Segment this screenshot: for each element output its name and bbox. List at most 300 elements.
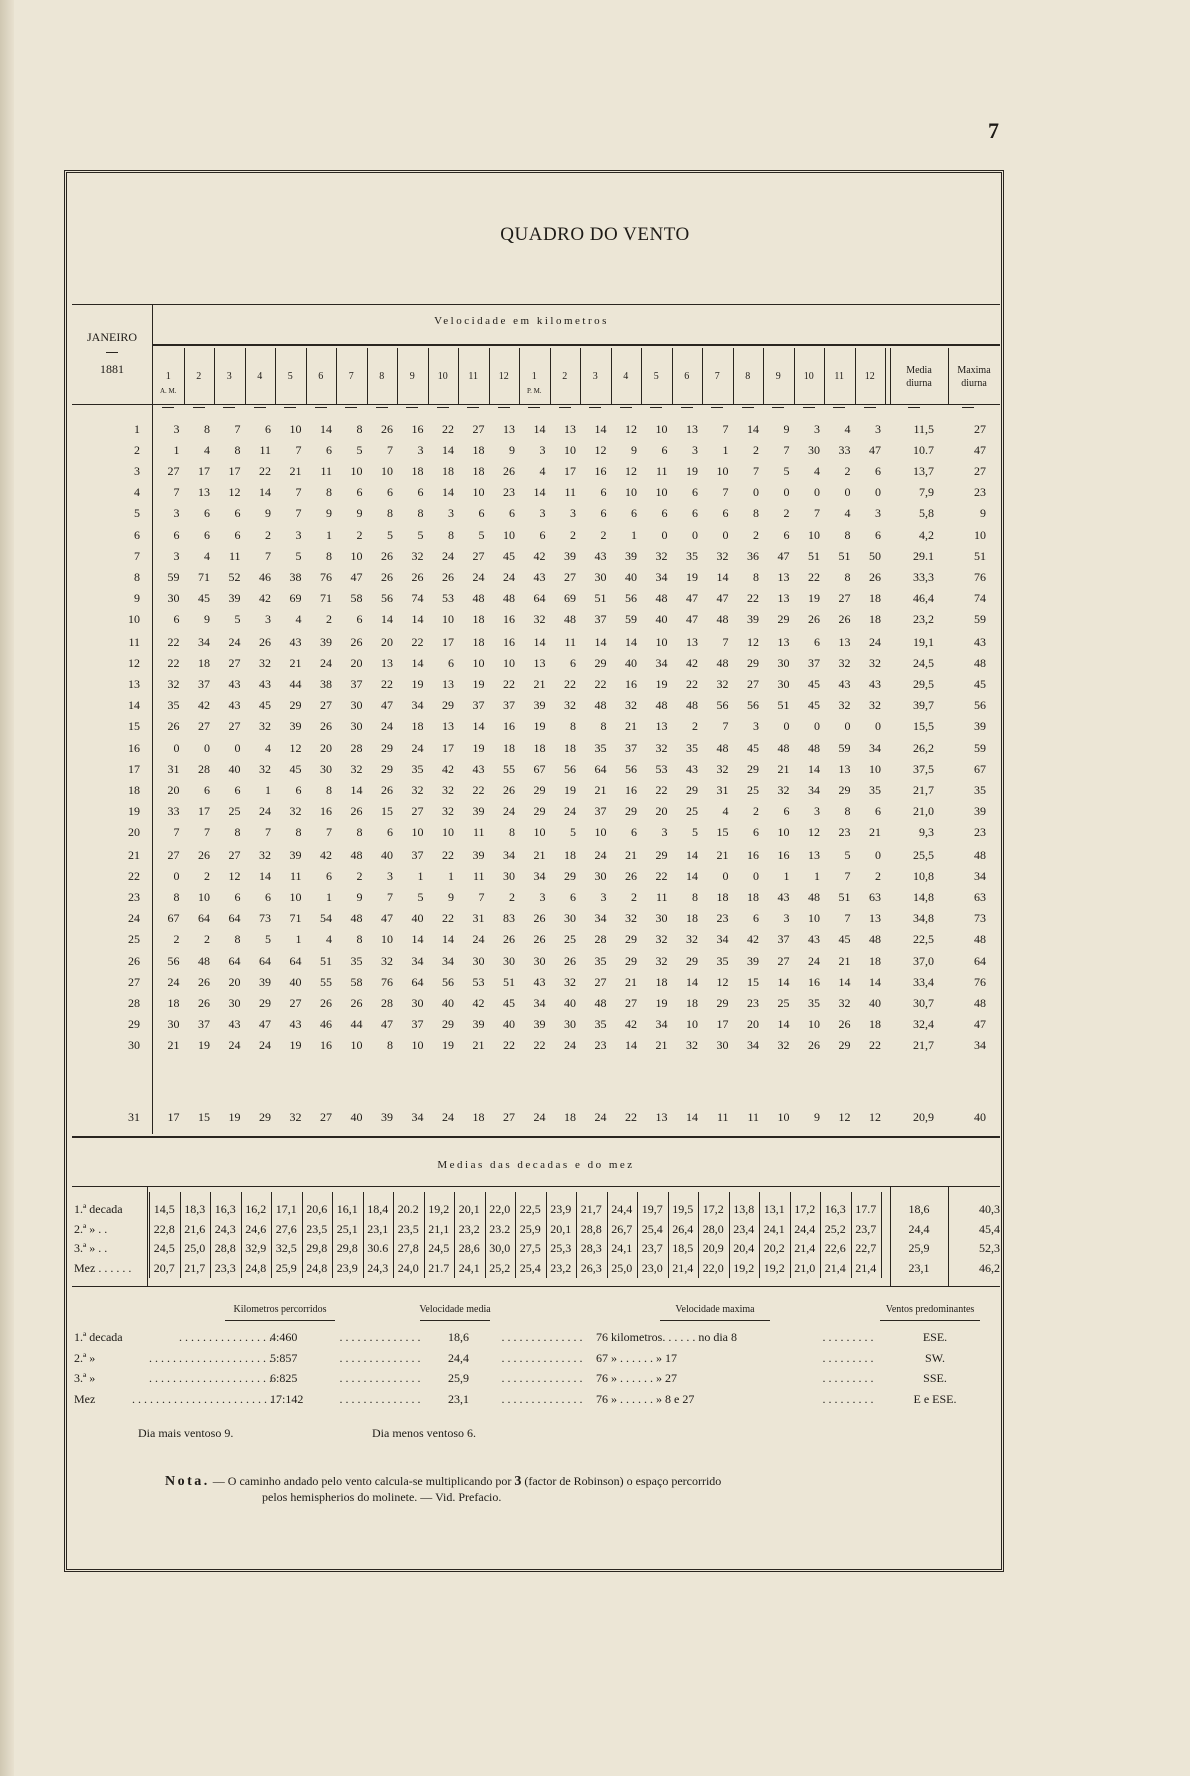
decade-average-cell: 23,0 bbox=[641, 1260, 663, 1275]
media-diurna-cell: 34,8 bbox=[913, 911, 934, 926]
hourly-velocity-cell: 13 bbox=[686, 422, 698, 436]
hourly-velocity-cell: 6 bbox=[295, 782, 302, 797]
hourly-velocity-cell: 29 bbox=[381, 740, 393, 755]
decade-average-cell: 19,5 bbox=[672, 1202, 694, 1216]
hourly-velocity-cell: 29 bbox=[289, 698, 302, 713]
hourly-velocity-cell: 3 bbox=[875, 422, 881, 436]
hourly-velocity-cell: 13 bbox=[777, 635, 790, 649]
hourly-velocity-cell: 22 bbox=[533, 1037, 546, 1052]
header-dash-mark bbox=[467, 407, 479, 408]
hourly-velocity-cell: 24 bbox=[869, 635, 881, 649]
decade-average-cell: 25,0 bbox=[611, 1260, 633, 1275]
media-diurna-cell: 13,7 bbox=[913, 464, 934, 479]
hourly-velocity-cell: 24 bbox=[228, 1037, 241, 1052]
hourly-velocity-cell: 11 bbox=[320, 464, 332, 479]
hourly-velocity-cell: 19 bbox=[655, 677, 668, 692]
decade-average-cell: 17,2 bbox=[794, 1202, 816, 1216]
decade-average-cell: 28,8 bbox=[214, 1241, 236, 1255]
hourly-velocity-cell: 26 bbox=[381, 782, 393, 797]
hourly-velocity-cell: 16 bbox=[320, 803, 332, 818]
hourly-velocity-cell: 16 bbox=[808, 974, 820, 989]
hourly-velocity-cell: 6 bbox=[631, 824, 637, 839]
hourly-velocity-cell: 24 bbox=[533, 1110, 546, 1124]
hourly-velocity-cell: 4 bbox=[265, 740, 271, 755]
medias-section-title: Medias das decadas e do mez bbox=[437, 1159, 635, 1171]
hourly-velocity-cell: 56 bbox=[716, 698, 729, 713]
decade-average-cell: 17,2 bbox=[702, 1202, 724, 1216]
nota-factor: 3 bbox=[514, 1474, 522, 1489]
hourly-velocity-cell: 8 bbox=[417, 506, 424, 521]
media-diurna-cell: 39,7 bbox=[913, 698, 934, 713]
hourly-velocity-cell: 18 bbox=[442, 464, 454, 479]
hourly-velocity-cell: 32 bbox=[381, 953, 393, 968]
decade-average-cell: 13,8 bbox=[733, 1202, 755, 1216]
hourly-velocity-cell: 10 bbox=[442, 611, 454, 626]
hourly-velocity-cell: 3 bbox=[265, 611, 271, 626]
hourly-velocity-cell: 39 bbox=[747, 611, 759, 626]
hourly-velocity-cell: 8 bbox=[570, 719, 576, 734]
hourly-velocity-cell: 35 bbox=[350, 953, 363, 968]
hourly-velocity-cell: 17 bbox=[442, 635, 454, 649]
hourly-velocity-cell: 8 bbox=[295, 824, 302, 839]
decade-average-cell: 27,8 bbox=[397, 1241, 419, 1255]
leader-dots: . . . . . . . . . . . . . . bbox=[339, 1391, 421, 1406]
hourly-velocity-cell: 48 bbox=[198, 953, 210, 968]
maxima-diurna-cell: 59 bbox=[974, 740, 986, 755]
hourly-velocity-cell: 10 bbox=[350, 1037, 363, 1052]
maxima-diurna-cell: 67 bbox=[974, 761, 986, 776]
hourly-velocity-cell: 3 bbox=[570, 506, 576, 521]
hourly-velocity-cell: 40 bbox=[289, 974, 302, 989]
decade-average-cell: 22,8 bbox=[153, 1221, 175, 1236]
decade-average-cell: 26,7 bbox=[611, 1221, 633, 1236]
hourly-velocity-cell: 10 bbox=[777, 824, 790, 839]
hourly-velocity-cell: 1 bbox=[295, 932, 302, 947]
day-number: 19 bbox=[128, 803, 140, 818]
hourly-velocity-cell: 35 bbox=[411, 761, 424, 776]
hourly-velocity-cell: 13 bbox=[442, 719, 454, 734]
hourly-velocity-cell: 32 bbox=[564, 974, 576, 989]
hourly-velocity-cell: 74 bbox=[411, 590, 424, 605]
hourly-velocity-cell: 6 bbox=[753, 824, 759, 839]
media-diurna-cell: 22,5 bbox=[913, 932, 934, 947]
hourly-velocity-cell: 51 bbox=[808, 548, 820, 563]
hourly-velocity-cell: 10 bbox=[655, 635, 668, 649]
media-diurna-cell: 29.1 bbox=[913, 548, 934, 563]
hourly-velocity-cell: 34 bbox=[747, 1037, 759, 1052]
decade-average-cell: 30,0 bbox=[489, 1241, 511, 1255]
hourly-velocity-cell: 42 bbox=[625, 1016, 637, 1031]
hourly-velocity-cell: 14 bbox=[716, 569, 729, 584]
decade-average-cell: 19,2 bbox=[763, 1260, 785, 1275]
day-number: 16 bbox=[128, 740, 140, 755]
hourly-velocity-cell: 10 bbox=[777, 1110, 790, 1124]
hourly-velocity-cell: 47 bbox=[869, 443, 881, 458]
hourly-velocity-cell: 2 bbox=[356, 869, 363, 884]
maxima-diurna-cell: 39 bbox=[974, 803, 986, 818]
hourly-velocity-cell: 48 bbox=[472, 590, 485, 605]
media-diurna-cell: 19,1 bbox=[913, 635, 934, 649]
hourly-velocity-cell: 27 bbox=[320, 698, 332, 713]
hourly-velocity-cell: 30 bbox=[777, 656, 790, 671]
hourly-velocity-cell: 59 bbox=[625, 611, 637, 626]
hourly-velocity-cell: 14 bbox=[411, 932, 424, 947]
hourly-velocity-cell: 6 bbox=[387, 824, 393, 839]
hourly-velocity-cell: 32 bbox=[350, 761, 363, 776]
hourly-velocity-cell: 12 bbox=[808, 824, 820, 839]
hourly-velocity-cell: 14 bbox=[594, 422, 607, 436]
hourly-velocity-cell: 22 bbox=[625, 1110, 637, 1124]
hourly-velocity-cell: 26 bbox=[320, 995, 332, 1010]
hourly-velocity-cell: 18 bbox=[686, 995, 698, 1010]
hourly-velocity-cell: 42 bbox=[747, 932, 759, 947]
hourly-velocity-cell: 21 bbox=[777, 761, 790, 776]
hourly-velocity-cell: 32 bbox=[533, 611, 546, 626]
hourly-velocity-cell: 10 bbox=[625, 485, 637, 500]
hourly-velocity-cell: 30 bbox=[808, 443, 820, 458]
decade-average-cell: 23,3 bbox=[214, 1260, 236, 1275]
decade-average-cell: 20,1 bbox=[550, 1221, 572, 1236]
hourly-velocity-cell: 26 bbox=[503, 464, 515, 479]
hourly-velocity-cell: 7 bbox=[173, 485, 180, 500]
hourly-velocity-cell: 21 bbox=[625, 974, 637, 989]
hourly-velocity-cell: 12 bbox=[838, 1110, 851, 1124]
day-number: 13 bbox=[128, 677, 140, 692]
hourly-velocity-cell: 39 bbox=[533, 1016, 546, 1031]
hourly-velocity-cell: 10 bbox=[350, 548, 363, 563]
hourly-velocity-cell: 28 bbox=[594, 932, 607, 947]
hourly-velocity-cell: 34 bbox=[716, 932, 729, 947]
decade-average-cell: 24,3 bbox=[214, 1221, 236, 1236]
hourly-velocity-cell: 27 bbox=[838, 590, 851, 605]
hourly-velocity-cell: 48 bbox=[594, 995, 607, 1010]
hourly-velocity-cell: 11 bbox=[564, 485, 576, 500]
hourly-velocity-cell: 24 bbox=[594, 1110, 607, 1124]
hour-header: 11 bbox=[468, 371, 479, 382]
hourly-velocity-cell: 53 bbox=[472, 974, 485, 989]
hourly-velocity-cell: 34 bbox=[655, 656, 668, 671]
hourly-velocity-cell: 42 bbox=[533, 548, 546, 563]
hourly-velocity-cell: 7 bbox=[387, 443, 393, 458]
hourly-velocity-cell: 10 bbox=[198, 890, 210, 905]
media-diurna-cell: 29,5 bbox=[913, 677, 934, 692]
hourly-velocity-cell: 26 bbox=[503, 932, 515, 947]
hourly-velocity-cell: 26 bbox=[564, 953, 576, 968]
daily-block-end-rule bbox=[72, 1136, 1000, 1138]
hourly-velocity-cell: 48 bbox=[655, 590, 668, 605]
hourly-velocity-cell: 19 bbox=[289, 1037, 302, 1052]
hourly-velocity-cell: 6 bbox=[204, 506, 210, 521]
decade-average-cell: 25,4 bbox=[519, 1260, 541, 1275]
hourly-velocity-cell: 73 bbox=[259, 911, 271, 926]
hourly-velocity-cell: 18 bbox=[198, 656, 210, 671]
hourly-velocity-cell: 7 bbox=[753, 464, 759, 479]
hourly-velocity-cell: 27 bbox=[747, 677, 759, 692]
hourly-velocity-cell: 43 bbox=[228, 677, 241, 692]
hourly-velocity-cell: 45 bbox=[198, 590, 210, 605]
hourly-velocity-cell: 14 bbox=[442, 485, 454, 500]
hourly-velocity-cell: 21 bbox=[869, 824, 881, 839]
hourly-velocity-cell: 26 bbox=[381, 422, 393, 436]
hourly-velocity-cell: 9 bbox=[356, 506, 363, 521]
hourly-velocity-cell: 48 bbox=[350, 848, 363, 862]
media-diurna-cell: 32,4 bbox=[913, 1016, 934, 1031]
decade-average-cell: 18,3 bbox=[184, 1202, 206, 1216]
media-diurna-cell: 37,5 bbox=[913, 761, 934, 776]
media-diurna-cell: 4,2 bbox=[919, 527, 934, 542]
hourly-velocity-cell: 11 bbox=[747, 1110, 759, 1124]
hourly-velocity-cell: 43 bbox=[228, 698, 241, 713]
hourly-velocity-cell: 46 bbox=[320, 1016, 332, 1031]
hourly-velocity-cell: 8 bbox=[844, 803, 851, 818]
summary-header: Velocidade maxima bbox=[675, 1304, 755, 1315]
maxima-diurna-cell: 27 bbox=[974, 464, 986, 479]
leader-dots: . . . . . . . . . . . . . . . . . . . . . bbox=[149, 1371, 272, 1385]
hourly-velocity-cell: 18 bbox=[564, 848, 576, 862]
hourly-velocity-cell: 5 bbox=[692, 824, 698, 839]
hourly-velocity-cell: 35 bbox=[686, 548, 698, 563]
hourly-velocity-cell: 29 bbox=[564, 869, 576, 884]
hourly-velocity-cell: 5 bbox=[417, 527, 424, 542]
hourly-velocity-cell: 18 bbox=[869, 1016, 881, 1031]
header-dash-mark bbox=[559, 407, 571, 408]
decade-average-cell: 18,5 bbox=[672, 1241, 694, 1255]
hourly-velocity-cell: 69 bbox=[289, 590, 302, 605]
decade-media-cell: 24,4 bbox=[908, 1221, 930, 1236]
hourly-velocity-cell: 39 bbox=[472, 848, 485, 862]
header-dash-mark bbox=[376, 407, 388, 408]
hour-header: 9 bbox=[775, 371, 781, 382]
hourly-velocity-cell: 44 bbox=[289, 677, 302, 692]
hourly-velocity-cell: 10 bbox=[686, 1016, 698, 1031]
decade-average-cell: 21,6 bbox=[184, 1221, 206, 1236]
decade-average-cell: 23,5 bbox=[306, 1221, 328, 1236]
hourly-velocity-cell: 21 bbox=[838, 953, 851, 968]
hourly-velocity-cell: 3 bbox=[539, 506, 546, 521]
month-label: JANEIRO bbox=[87, 330, 137, 344]
hourly-velocity-cell: 24 bbox=[228, 635, 241, 649]
hourly-velocity-cell: 9 bbox=[814, 1110, 820, 1124]
hourly-velocity-cell: 19 bbox=[686, 464, 698, 479]
media-diurna-cell: 33,3 bbox=[913, 569, 934, 584]
hourly-velocity-cell: 23 bbox=[594, 1037, 607, 1052]
hourly-velocity-cell: 47 bbox=[686, 590, 698, 605]
hourly-velocity-cell: 10 bbox=[472, 485, 485, 500]
hourly-velocity-cell: 5 bbox=[265, 932, 271, 947]
hourly-velocity-cell: 3 bbox=[814, 803, 820, 818]
hourly-velocity-cell: 6 bbox=[265, 890, 271, 905]
hour-header: 5 bbox=[287, 371, 293, 382]
maxima-diurna-cell: 34 bbox=[974, 1037, 986, 1052]
hourly-velocity-cell: 32 bbox=[655, 953, 668, 968]
media-diurna-cell: 10,8 bbox=[913, 869, 934, 884]
hourly-velocity-cell: 6 bbox=[265, 422, 271, 436]
decade-average-cell: 20,6 bbox=[306, 1202, 328, 1216]
hourly-velocity-cell: 0 bbox=[692, 527, 698, 542]
hour-header: 4 bbox=[623, 371, 629, 382]
hourly-velocity-cell: 6 bbox=[326, 869, 332, 884]
hourly-velocity-cell: 43 bbox=[228, 1016, 241, 1031]
hourly-velocity-cell: 32 bbox=[869, 656, 881, 671]
day-number: 1 bbox=[134, 422, 140, 436]
hourly-velocity-cell: 3 bbox=[417, 443, 424, 458]
hourly-velocity-cell: 10 bbox=[381, 932, 393, 947]
hourly-velocity-cell: 39 bbox=[747, 953, 759, 968]
hourly-velocity-cell: 6 bbox=[661, 443, 668, 458]
hourly-velocity-cell: 64 bbox=[228, 953, 241, 968]
hourly-velocity-cell: 30 bbox=[655, 911, 668, 926]
hourly-velocity-cell: 26 bbox=[167, 719, 180, 734]
hourly-velocity-cell: 32 bbox=[289, 803, 302, 818]
day-number: 22 bbox=[128, 869, 140, 884]
hourly-velocity-cell: 14 bbox=[442, 443, 454, 458]
maxima-diurna-cell: 35 bbox=[974, 782, 986, 797]
hourly-velocity-cell: 27 bbox=[777, 953, 790, 968]
hourly-velocity-cell: 32 bbox=[655, 740, 668, 755]
velocity-header-rule bbox=[153, 344, 1000, 346]
hourly-velocity-cell: 40 bbox=[228, 761, 241, 776]
hourly-velocity-cell: 10 bbox=[411, 1037, 424, 1052]
hourly-velocity-cell: 38 bbox=[289, 569, 302, 584]
hourly-velocity-cell: 5 bbox=[234, 611, 241, 626]
hourly-velocity-cell: 22 bbox=[167, 656, 180, 671]
hourly-velocity-cell: 5 bbox=[570, 824, 576, 839]
header-dash-mark bbox=[620, 407, 632, 408]
dia-menos-ventoso: Dia menos ventoso 6. bbox=[372, 1426, 476, 1440]
hourly-velocity-cell: 0 bbox=[844, 719, 851, 734]
hourly-velocity-cell: 14 bbox=[625, 635, 637, 649]
hourly-velocity-cell: 46 bbox=[259, 569, 271, 584]
hourly-velocity-cell: 14 bbox=[686, 848, 698, 862]
hourly-velocity-cell: 19 bbox=[472, 677, 485, 692]
hourly-velocity-cell: 7 bbox=[295, 506, 302, 521]
hourly-velocity-cell: 33 bbox=[838, 443, 851, 458]
hourly-velocity-cell: 48 bbox=[716, 656, 729, 671]
hourly-velocity-cell: 8 bbox=[692, 890, 698, 905]
hour-header: 1 bbox=[165, 371, 171, 382]
hourly-velocity-cell: 6 bbox=[417, 485, 424, 500]
hourly-velocity-cell: 67 bbox=[533, 761, 546, 776]
hourly-velocity-cell: 34 bbox=[411, 1110, 424, 1124]
hourly-velocity-cell: 52 bbox=[228, 569, 241, 584]
hourly-velocity-cell: 56 bbox=[564, 761, 576, 776]
hourly-velocity-cell: 7 bbox=[295, 485, 302, 500]
hourly-velocity-cell: 1 bbox=[783, 869, 790, 884]
decade-average-cell: 24,5 bbox=[153, 1241, 175, 1255]
hourly-velocity-cell: 18 bbox=[167, 995, 180, 1010]
hourly-velocity-cell: 29 bbox=[686, 953, 698, 968]
hourly-velocity-cell: 8 bbox=[753, 506, 759, 521]
hourly-velocity-cell: 16 bbox=[625, 782, 637, 797]
hourly-velocity-cell: 0 bbox=[875, 485, 881, 500]
leader-dots: . . . . . . . . . bbox=[822, 1350, 874, 1365]
hourly-velocity-cell: 6 bbox=[783, 527, 790, 542]
hourly-velocity-cell: 34 bbox=[442, 953, 454, 968]
hourly-velocity-cell: 27 bbox=[228, 848, 241, 862]
hourly-velocity-cell: 3 bbox=[448, 506, 454, 521]
hourly-velocity-cell: 32 bbox=[838, 698, 851, 713]
decade-average-cell: 20,2 bbox=[763, 1241, 785, 1255]
hourly-velocity-cell: 30 bbox=[350, 698, 363, 713]
maxima-diurna-cell: 56 bbox=[974, 698, 986, 713]
hourly-velocity-cell: 3 bbox=[814, 422, 820, 436]
hourly-velocity-cell: 15 bbox=[747, 974, 759, 989]
hourly-velocity-cell: 8 bbox=[326, 485, 332, 500]
media-diurna-cell: 33,4 bbox=[913, 974, 934, 989]
decade-label: 2.ª » . . bbox=[74, 1221, 108, 1236]
hourly-velocity-cell: 0 bbox=[722, 527, 729, 542]
decade-average-cell: 26,3 bbox=[580, 1260, 602, 1275]
media-diurna-cell: 11,5 bbox=[913, 422, 934, 436]
decade-average-cell: 21,4 bbox=[794, 1241, 816, 1255]
hourly-velocity-cell: 39 bbox=[228, 590, 241, 605]
hourly-velocity-cell: 32 bbox=[777, 1037, 790, 1052]
hourly-velocity-cell: 14 bbox=[747, 422, 759, 436]
hourly-velocity-cell: 14 bbox=[472, 719, 485, 734]
decade-average-cell: 25,9 bbox=[275, 1260, 297, 1275]
hourly-velocity-cell: 13 bbox=[808, 848, 820, 862]
hourly-velocity-cell: 24 bbox=[564, 1037, 576, 1052]
media-diurna-cell: 23,2 bbox=[913, 611, 934, 626]
summary-row-label: Mez bbox=[74, 1391, 96, 1406]
decade-average-cell: 23,2 bbox=[458, 1221, 480, 1236]
hourly-velocity-cell: 8 bbox=[753, 569, 759, 584]
hourly-velocity-cell: 2 bbox=[173, 932, 180, 947]
hourly-velocity-cell: 22 bbox=[381, 677, 393, 692]
hourly-velocity-cell: 10 bbox=[442, 824, 454, 839]
hourly-velocity-cell: 26 bbox=[259, 635, 271, 649]
hourly-velocity-cell: 26 bbox=[198, 995, 210, 1010]
hourly-velocity-cell: 6 bbox=[875, 803, 881, 818]
hourly-velocity-cell: 3 bbox=[387, 869, 393, 884]
hourly-velocity-cell: 6 bbox=[326, 443, 332, 458]
hourly-velocity-cell: 27 bbox=[625, 995, 637, 1010]
hourly-velocity-cell: 48 bbox=[869, 932, 881, 947]
hourly-velocity-cell: 14 bbox=[808, 761, 820, 776]
maxima-diurna-cell: 47 bbox=[974, 443, 986, 458]
hourly-velocity-cell: 56 bbox=[747, 698, 759, 713]
maxima-diurna-cell: 45 bbox=[974, 677, 986, 692]
decade-average-cell: 25,1 bbox=[336, 1221, 358, 1236]
hourly-velocity-cell: 18 bbox=[716, 890, 729, 905]
hourly-velocity-cell: 64 bbox=[594, 761, 607, 776]
hourly-velocity-cell: 8 bbox=[509, 824, 515, 839]
hourly-velocity-cell: 29 bbox=[533, 803, 546, 818]
hourly-velocity-cell: 6 bbox=[570, 890, 576, 905]
hour-header: 3 bbox=[226, 371, 232, 382]
hourly-velocity-cell: 11 bbox=[655, 890, 668, 905]
hourly-velocity-cell: 22 bbox=[167, 635, 180, 649]
hourly-velocity-cell: 6 bbox=[356, 485, 363, 500]
hourly-velocity-cell: 13 bbox=[533, 656, 546, 671]
hourly-velocity-cell: 29 bbox=[838, 782, 851, 797]
hourly-velocity-cell: 24 bbox=[503, 569, 515, 584]
day-number: 8 bbox=[134, 569, 140, 584]
decade-maxima-cell: 52,3 bbox=[979, 1241, 1000, 1255]
hourly-velocity-cell: 48 bbox=[716, 740, 729, 755]
hourly-velocity-cell: 21 bbox=[533, 677, 546, 692]
decade-average-cell: 24,5 bbox=[428, 1241, 450, 1255]
hourly-velocity-cell: 10 bbox=[533, 824, 546, 839]
hourly-velocity-cell: 13 bbox=[777, 590, 790, 605]
hourly-velocity-cell: 30 bbox=[594, 869, 607, 884]
hourly-velocity-cell: 6 bbox=[722, 506, 729, 521]
hourly-velocity-cell: 32 bbox=[625, 911, 637, 926]
hourly-velocity-cell: 27 bbox=[167, 848, 180, 862]
hourly-velocity-cell: 7 bbox=[783, 443, 790, 458]
maxima-diurna-cell: 40 bbox=[974, 1110, 986, 1124]
decade-average-cell: 25,9 bbox=[519, 1221, 541, 1236]
